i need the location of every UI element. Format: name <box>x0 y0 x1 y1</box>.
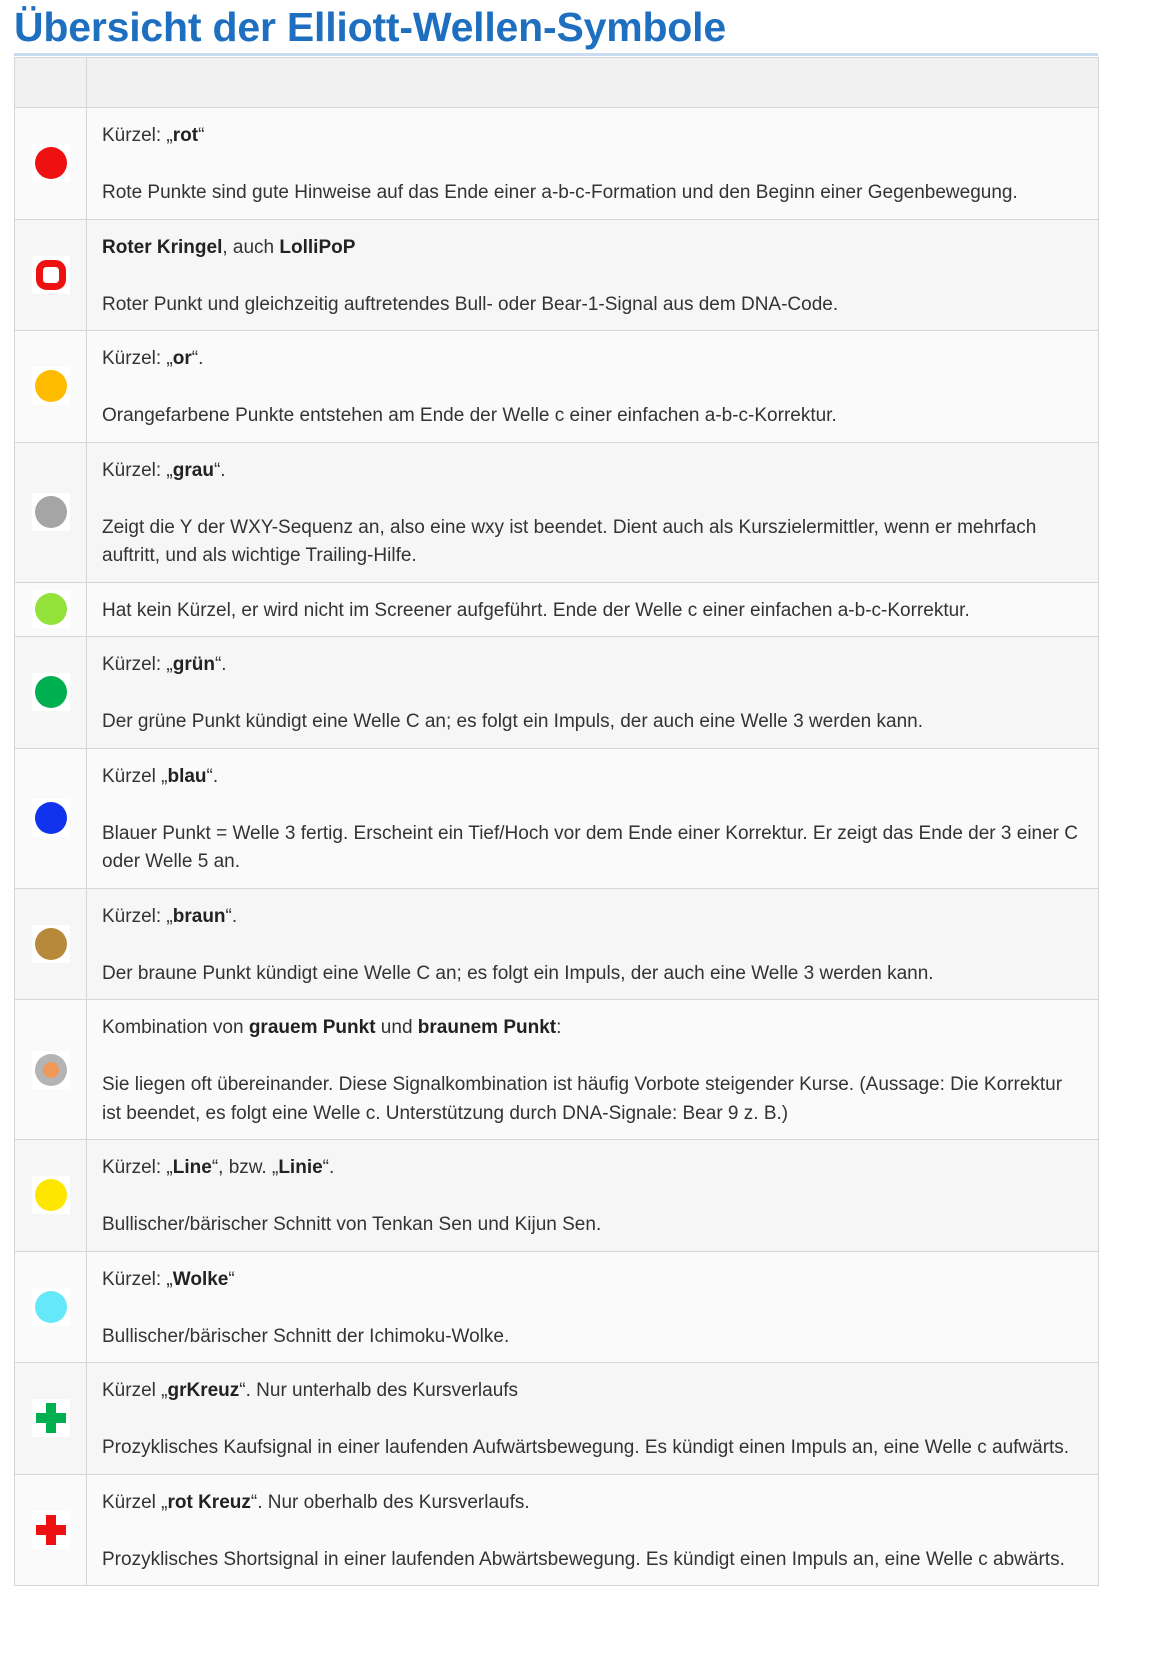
shortcut-text: Kürzel: „ <box>102 905 173 927</box>
shortcut-line <box>102 1154 1083 1183</box>
symbol-description: Der grüne Punkt kündigt eine Welle C an; es folgt ein Impuls, der auch eine Welle 3 werden kann. <box>102 711 923 732</box>
shortcut-text: Kürzel: „ <box>102 459 173 481</box>
shortcut-keyword: grauem Punkt <box>248 1017 376 1038</box>
shortcut-keyword: braunem Punkt <box>417 1017 557 1038</box>
shortcut-text: : <box>556 1017 562 1038</box>
shortcut-keyword: blau <box>167 765 207 787</box>
shortcut-line <box>102 345 1083 374</box>
table-header-row <box>15 58 1099 108</box>
description-cell <box>87 1363 1099 1475</box>
symbol-cell <box>15 219 87 331</box>
shortcut-text: , auch <box>222 236 280 258</box>
description-cell <box>87 331 1099 443</box>
description-cell <box>87 1000 1099 1140</box>
symbol-cell <box>15 637 87 749</box>
red-dot-icon <box>32 144 70 182</box>
table-row <box>15 1140 1099 1252</box>
symbol-description: Orangefarbene Punkte entstehen am Ende der Welle c einer einfachen a-b-c-Korrektur. <box>102 405 837 426</box>
shortcut-keyword: grKreuz <box>167 1380 240 1401</box>
title-underline <box>14 53 1098 56</box>
symbol-description: Blauer Punkt = Welle 3 fertig. Erscheint ein Tief/Hoch vor dem Ende einer Korrektur. Er zeigt das Ende der 3 einer C oder Welle 5 an. <box>102 822 1079 872</box>
table-row <box>15 1474 1099 1586</box>
orange-dot-icon <box>32 367 70 405</box>
shortcut-text: Kürzel: „ <box>102 125 173 146</box>
shortcut-text: Kombination von <box>102 1017 249 1038</box>
symbol-cell <box>15 888 87 1000</box>
shortcut-text: “, bzw. „ <box>211 1157 279 1178</box>
symbol-cell <box>15 748 87 888</box>
symbol-description: Prozyklisches Kaufsignal in einer laufenden Aufwärtsbewegung. Es kündigt einen Impuls an, eine Welle c aufwärts. <box>102 1437 1070 1458</box>
shortcut-text: “. Nur oberhalb des Kursverlaufs. <box>250 1491 530 1513</box>
description-cell <box>87 108 1099 220</box>
table-row <box>15 442 1099 582</box>
shortcut-keyword: LolliPoP <box>279 236 356 258</box>
shortcut-text: “. <box>225 905 238 927</box>
symbol-description: Rote Punkte sind gute Hinweise auf das Ende einer a-b-c-Formation und den Beginn einer Gegenbewegung. <box>102 182 1018 203</box>
table-row <box>15 888 1099 1000</box>
red-cross-icon <box>32 1511 70 1549</box>
shortcut-text: Kürzel: „ <box>102 1157 173 1178</box>
red-ring-icon <box>32 256 70 294</box>
grey-brown-combo-icon <box>32 1051 70 1089</box>
symbol-cell <box>15 1363 87 1475</box>
table-row <box>15 331 1099 443</box>
shortcut-text: “. <box>191 348 204 369</box>
symbol-cell <box>15 108 87 220</box>
symbol-description: Hat kein Kürzel, er wird nicht im Screener aufgeführt. Ende der Welle c einer einfachen a-b-c-Korrektur. <box>102 599 970 621</box>
shortcut-keyword: or <box>172 348 192 369</box>
shortcut-line <box>102 1377 1083 1406</box>
symbol-cell <box>15 331 87 443</box>
symbol-cell <box>15 442 87 582</box>
shortcut-keyword: braun <box>172 905 226 927</box>
description-cell <box>87 1140 1099 1252</box>
symbol-description: Bullischer/bärischer Schnitt von Tenkan Sen und Kijun Sen. <box>102 1214 602 1235</box>
shortcut-line <box>102 763 1083 792</box>
table-row <box>15 108 1099 220</box>
description-cell <box>87 1251 1099 1363</box>
cyan-dot-icon <box>32 1288 70 1326</box>
description-cell <box>87 888 1099 1000</box>
header-cell-symbol <box>15 58 87 108</box>
grey-dot-icon <box>32 493 70 531</box>
shortcut-text: “. <box>213 459 226 481</box>
shortcut-text: “ <box>228 1268 235 1290</box>
shortcut-text: Kürzel: „ <box>102 348 173 369</box>
light-green-dot-icon <box>32 590 70 628</box>
shortcut-line <box>102 122 1083 151</box>
shortcut-text: Kürzel: „ <box>102 1268 173 1290</box>
shortcut-text: Kürzel „ <box>102 1491 168 1513</box>
shortcut-text: “. <box>214 654 227 675</box>
shortcut-text: und <box>375 1017 418 1038</box>
description-cell <box>87 637 1099 749</box>
shortcut-line <box>102 1014 1083 1043</box>
table-row <box>15 637 1099 749</box>
symbol-description: Bullischer/bärischer Schnitt der Ichimoku-Wolke. <box>102 1325 510 1347</box>
symbol-description: Der braune Punkt kündigt eine Welle C an; es folgt ein Impuls, der auch eine Welle 3 werden kann. <box>102 962 934 984</box>
description-cell <box>87 1474 1099 1586</box>
shortcut-keyword: Linie <box>278 1157 323 1178</box>
shortcut-keyword: rot <box>172 125 199 146</box>
header-cell-description <box>87 58 1099 108</box>
shortcut-text: Kürzel „ <box>102 765 168 787</box>
shortcut-text: “ <box>198 125 205 146</box>
shortcut-line <box>102 234 1083 263</box>
shortcut-text: Kürzel: „ <box>102 654 173 675</box>
shortcut-line <box>102 1489 1083 1518</box>
description-cell <box>87 442 1099 582</box>
shortcut-text: Kürzel „ <box>102 1380 168 1401</box>
table-row <box>15 1363 1099 1475</box>
symbol-cell <box>15 1251 87 1363</box>
table-row <box>15 1000 1099 1140</box>
symbol-description: Prozyklisches Shortsignal in einer laufenden Abwärtsbewegung. Es kündigt einen Impuls an, eine Welle c abwärts. <box>102 1548 1065 1570</box>
table-row <box>15 582 1099 637</box>
shortcut-line <box>102 903 1083 932</box>
description-cell <box>87 582 1099 637</box>
description-cell <box>87 219 1099 331</box>
blue-dot-icon <box>32 799 70 837</box>
page-title: Übersicht der Elliott-Wellen-Symbole <box>14 4 726 50</box>
shortcut-keyword: grün <box>172 654 215 675</box>
shortcut-line <box>102 651 1083 680</box>
shortcut-keyword: Wolke <box>172 1268 229 1290</box>
symbol-cell <box>15 1140 87 1252</box>
symbol-description: Sie liegen oft übereinander. Diese Signalkombination ist häufig Vorbote steigender Kurse. (Aussage: Die Korrektur ist beendet, es folgt eine Welle c. Unterstützung durch DNA-Signale: Bear 9 z. B.) <box>102 1074 1063 1124</box>
green-cross-icon <box>32 1399 70 1437</box>
table-row <box>15 1251 1099 1363</box>
table-body <box>15 108 1099 1586</box>
shortcut-keyword: Roter Kringel <box>102 236 223 258</box>
shortcut-keyword: Line <box>172 1157 212 1178</box>
table-row <box>15 219 1099 331</box>
green-dot-icon <box>32 673 70 711</box>
shortcut-text: “. Nur unterhalb des Kursverlaufs <box>239 1380 519 1401</box>
brown-dot-icon <box>32 925 70 963</box>
shortcut-line <box>102 457 1083 486</box>
yellow-dot-icon <box>32 1176 70 1214</box>
symbol-cell <box>15 582 87 637</box>
shortcut-keyword: rot Kreuz <box>167 1491 251 1513</box>
symbol-description: Roter Punkt und gleichzeitig auftretendes Bull- oder Bear-1-Signal aus dem DNA-Code. <box>102 293 839 315</box>
shortcut-keyword: grau <box>172 459 214 481</box>
symbol-cell <box>15 1000 87 1140</box>
table-row <box>15 748 1099 888</box>
symbol-table <box>14 57 1099 1586</box>
shortcut-text: “. <box>322 1157 335 1178</box>
shortcut-line <box>102 1266 1083 1295</box>
symbol-description: Zeigt die Y der WXY-Sequenz an, also eine wxy ist beendet. Dient auch als Kurszielermittler, wenn er mehrfach auftritt, und als wichtige Trailing-Hilfe. <box>102 516 1037 566</box>
shortcut-text: “. <box>206 765 219 787</box>
description-cell <box>87 748 1099 888</box>
symbol-cell <box>15 1474 87 1586</box>
